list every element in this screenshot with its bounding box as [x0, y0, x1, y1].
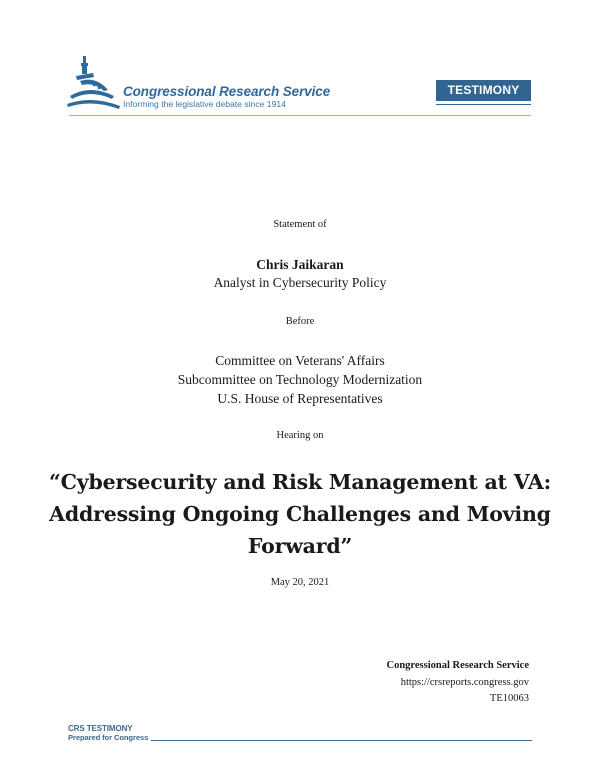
witness-name: Chris Jaikaran — [256, 257, 344, 272]
statement-intro: Statement of — [273, 219, 327, 230]
org-tagline: Informing the legislative debate since 1914 — [123, 99, 286, 109]
hearing-title-line-2: Addressing Ongoing Challenges and Moving — [49, 502, 551, 526]
signature-org: Congressional Research Service — [386, 660, 529, 671]
before-label: Before — [285, 316, 315, 327]
hearing-title-line-1: “Cybersecurity and Risk Management at VA: — [49, 470, 551, 494]
org-name: Congressional Research Service — [123, 84, 331, 99]
footer-divider — [151, 740, 532, 741]
header-divider — [69, 115, 531, 116]
hearing-title-line-3: Forward” — [247, 534, 353, 558]
footer-sublabel: Prepared for Congress — [68, 733, 149, 742]
witness-position: Analyst in Cybersecurity Policy — [213, 275, 387, 290]
subcommittee-name: Subcommittee on Technology Modernization — [177, 372, 423, 387]
signature-url[interactable]: https://crsreports.congress.gov — [400, 677, 529, 688]
badge-underline — [436, 104, 531, 105]
capitol-dome-icon — [66, 54, 122, 112]
hearing-date: May 20, 2021 — [270, 577, 330, 588]
chamber-name: U.S. House of Representatives — [217, 391, 383, 406]
committee-name: Committee on Veterans' Affairs — [215, 353, 385, 368]
hearing-label: Hearing on — [276, 430, 324, 441]
footer-label: CRS TESTIMONY — [68, 724, 133, 733]
testimony-badge: TESTIMONY — [436, 80, 531, 101]
report-id: TE10063 — [489, 693, 529, 704]
